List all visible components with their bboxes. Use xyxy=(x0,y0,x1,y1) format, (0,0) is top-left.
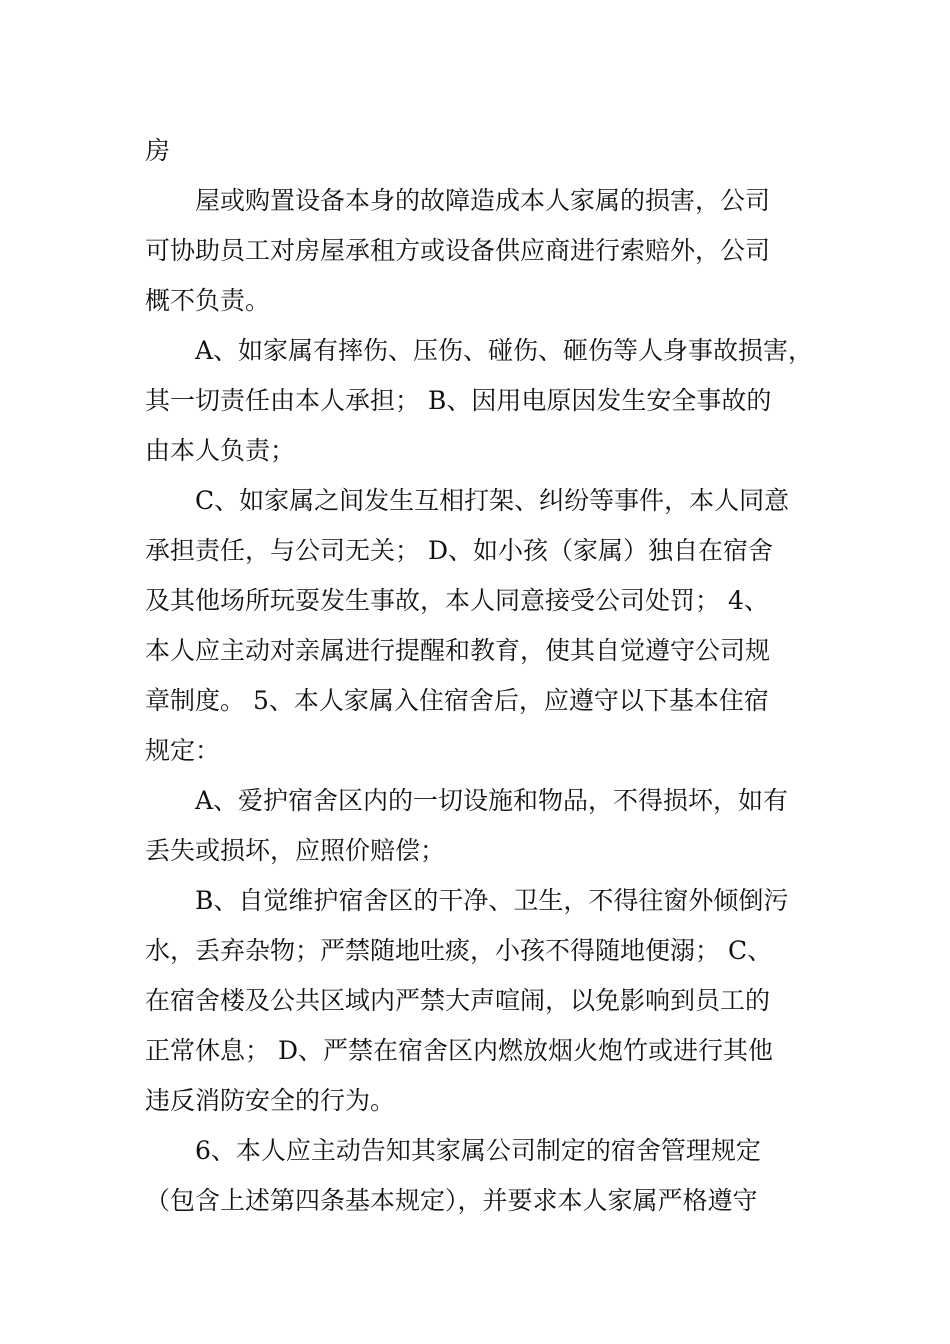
text-line: 由本人负责； xyxy=(145,436,296,465)
text-line: 违反消防安全的行为。 xyxy=(145,1086,396,1115)
text-line: 丢失或损坏，应照价赔偿； xyxy=(145,836,446,865)
text-line: 其一切责任由本人承担； B、因用电原因发生安全事故的 xyxy=(145,386,772,415)
text-line: C、如家属之间发生互相打架、纠纷等事件，本人同意 xyxy=(195,486,790,515)
text-line: 及其他场所玩耍发生事故，本人同意接受公司处罚； 4、 xyxy=(145,586,769,615)
text-line: 承担责任，与公司无关； D、如小孩（家属）独自在宿舍 xyxy=(145,536,773,565)
text-line: 屋或购置设备本身的故障造成本人家属的损害，公司 xyxy=(195,186,771,215)
text-line: 章制度。 5、本人家属入住宿舍后，应遵守以下基本住宿 xyxy=(145,686,769,715)
text-line: 可协助员工对房屋承租方或设备供应商进行索赔外，公司 xyxy=(145,236,771,265)
text-line: 本人应主动对亲属进行提醒和教育，使其自觉遵守公司规 xyxy=(145,636,771,665)
text-line: 概不负责。 xyxy=(145,286,271,315)
text-line: 6、本人应主动告知其家属公司制定的宿舍管理规定 xyxy=(195,1136,761,1165)
text-line: 规定： xyxy=(145,736,221,765)
text-line: 房 xyxy=(145,136,171,165)
text-line: A、如家属有摔伤、压伤、碰伤、砸伤等人身事故损害， xyxy=(195,336,814,365)
document-body xyxy=(145,126,813,1226)
text-line: A、爱护宿舍区内的一切设施和物品，不得损坏，如有 xyxy=(195,786,789,815)
text-line: 水，丢弃杂物；严禁随地吐痰，小孩不得随地便溺； C、 xyxy=(145,936,773,965)
text-line: （包含上述第四条基本规定），并要求本人家属严格遵守 xyxy=(145,1186,758,1215)
text-line: 正常休息； D、严禁在宿舍区内燃放烟火炮竹或进行其他 xyxy=(145,1036,773,1065)
text-line: 在宿舍楼及公共区域内严禁大声喧闹，以免影响到员工的 xyxy=(145,986,771,1015)
text-line: B、自觉维护宿舍区的干净、卫生，不得往窗外倾倒污 xyxy=(195,886,789,915)
